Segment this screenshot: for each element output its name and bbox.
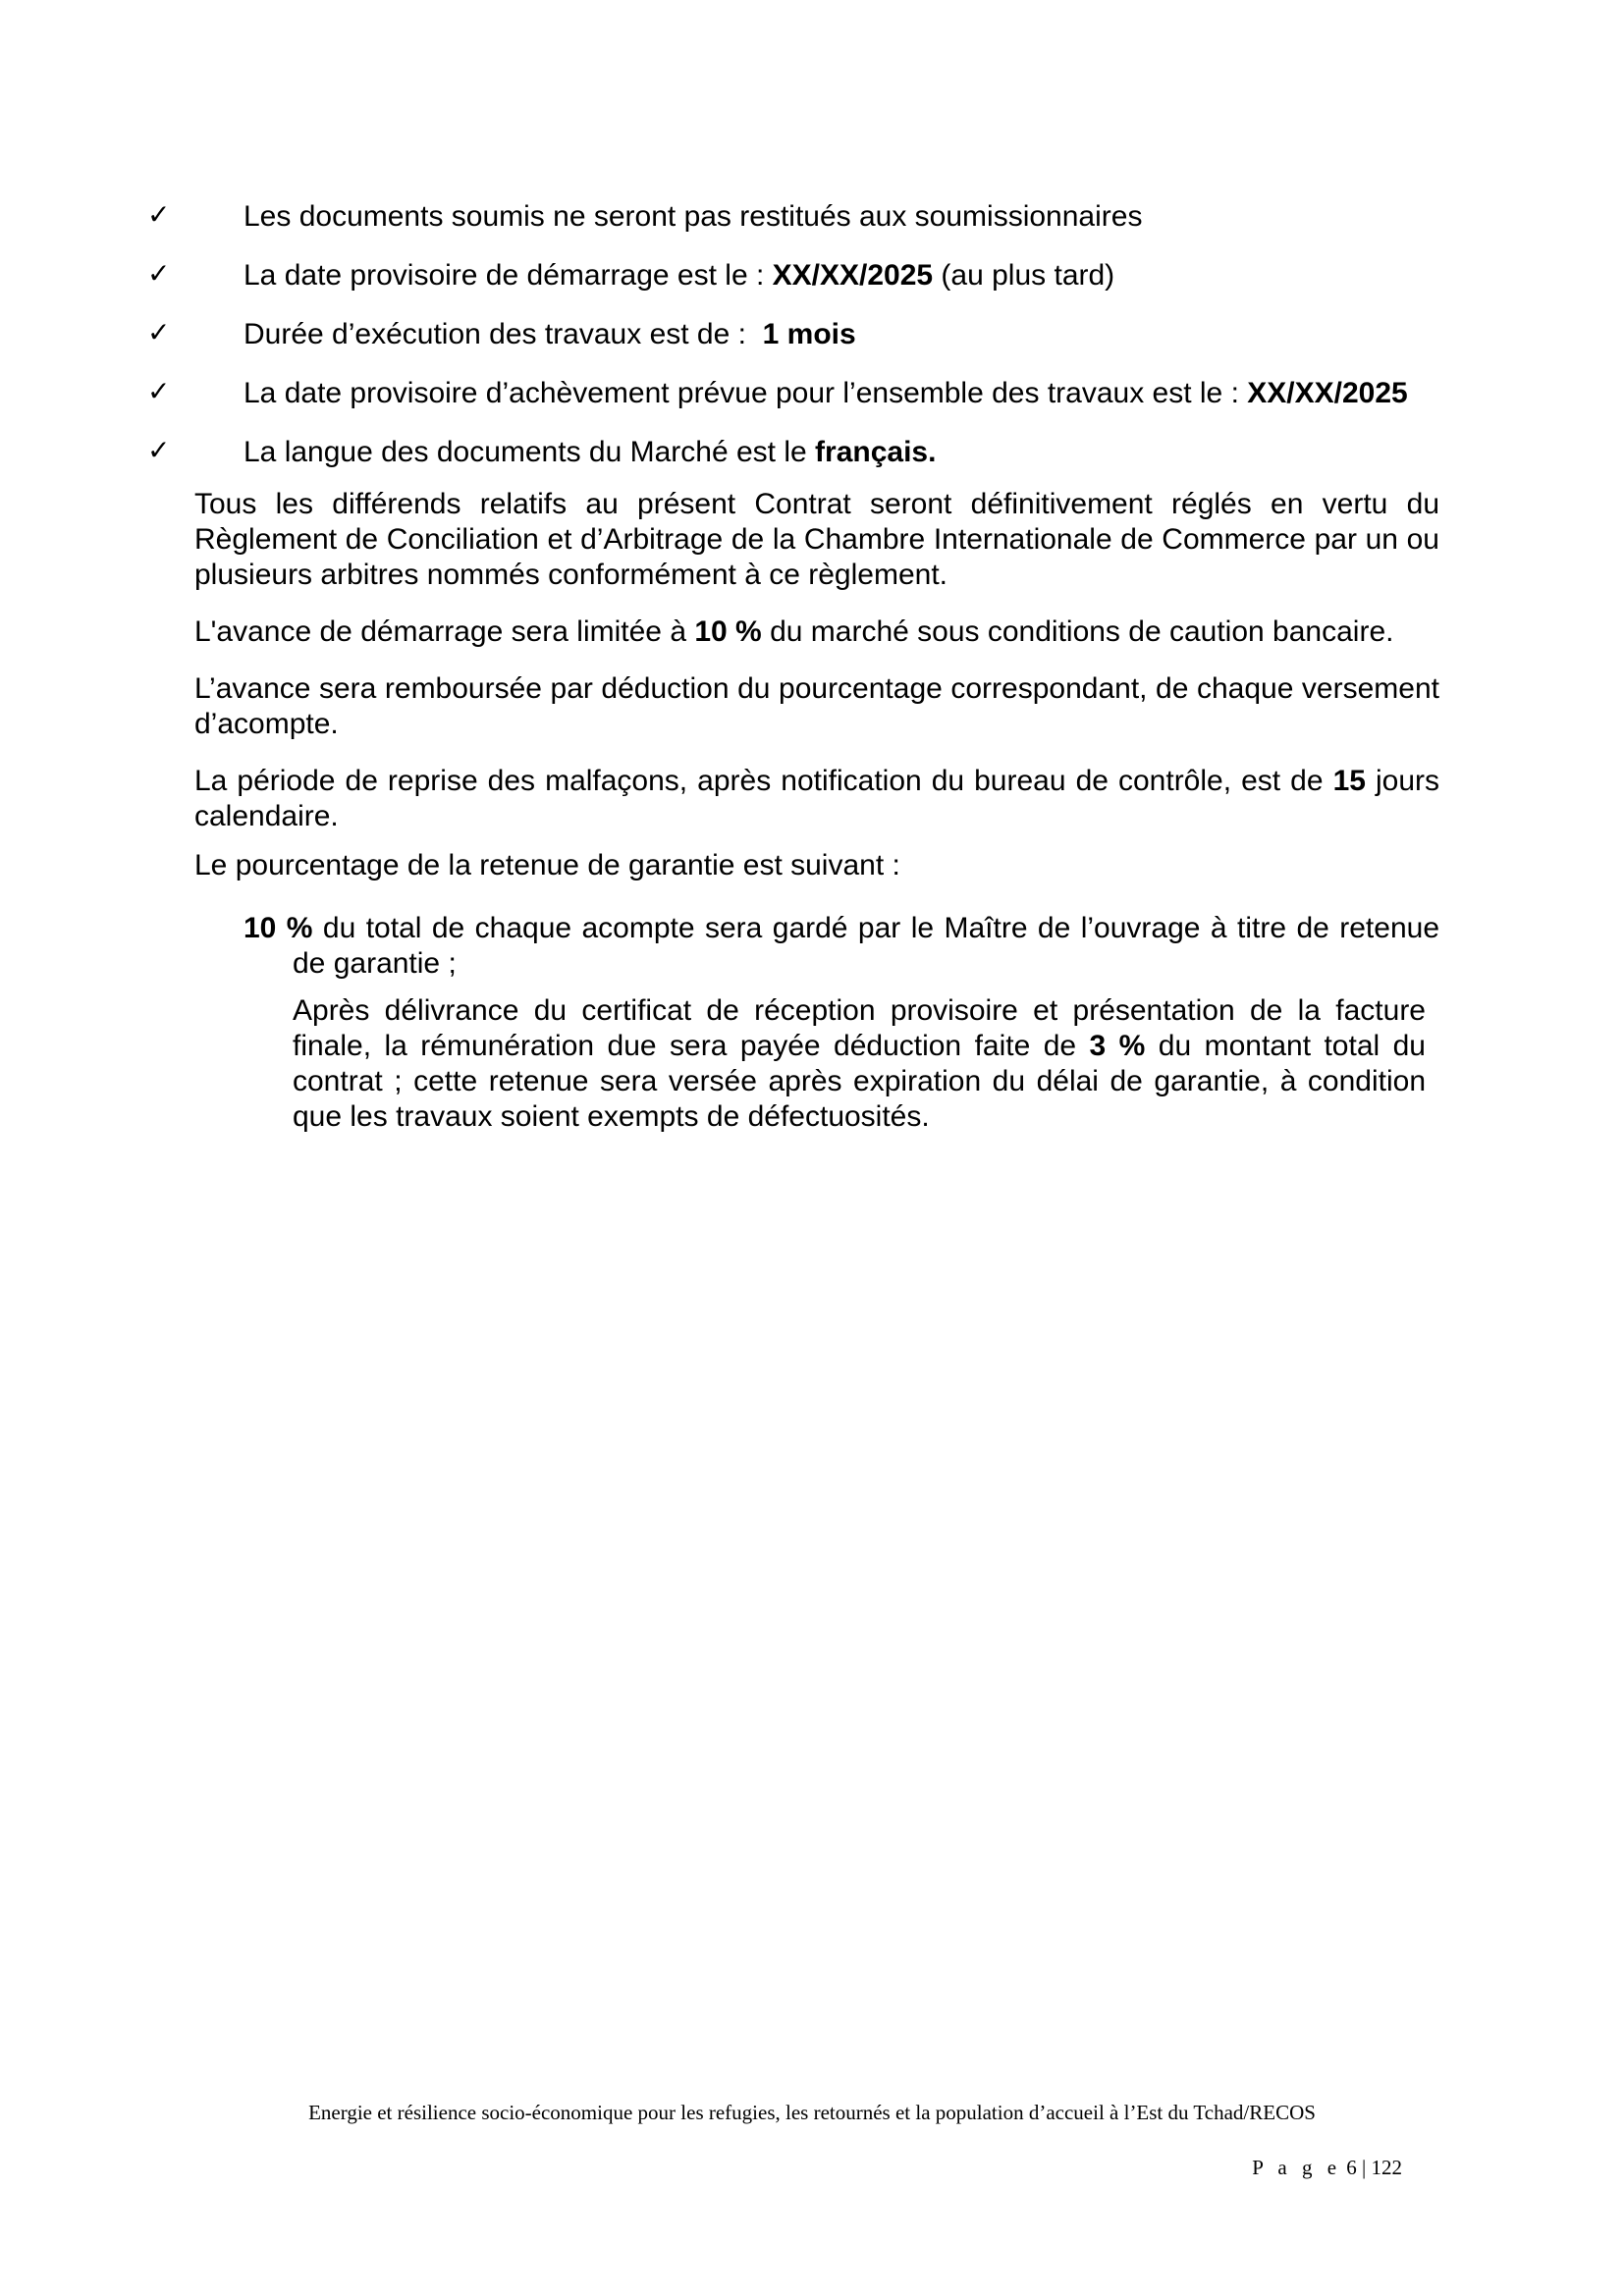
checklist-text: La date provisoire de démarrage est le : XX/XX/2025 (au plus tard) — [244, 259, 1115, 292]
checklist-item — [147, 432, 1443, 491]
disputes-paragraph: Tous les différends relatifs au présent Contrat seront définitivement réglés en vertu du Règlement de Conciliation et d’Arbitrage de la Chambre Internationale de Commerce par un ou plusieurs arbitres nommés conformément à ce règlement. — [194, 488, 1439, 591]
retention-item-1: 10 % du total de chaque acompte sera gardé par le Maître de l’ouvrage à titre de retenue de garantie ; — [244, 912, 1439, 980]
checklist-text: La langue des documents du Marché est le français. — [244, 436, 937, 468]
defects-paragraph: La période de reprise des malfaçons, après notification du bureau de contrôle, est de 15 jours calendaire. — [194, 765, 1439, 832]
retention-details — [244, 911, 1439, 1135]
check-mark-icon: ✓ — [147, 316, 171, 348]
page-current: 6 — [1346, 2156, 1357, 2179]
retention-item-2: Après délivrance du certificat de réception provisoire et présentation de la facture finale, la rémunération due sera payée déduction faite de 3 % du montant total du contrat ; cette retenue sera versée après expiration du délai de garantie, à condition que les travaux soient exempts de défectuosités. — [293, 994, 1426, 1133]
retention-intro-paragraph: Le pourcentage de la retenue de garantie est suivant : — [194, 849, 900, 881]
page-separator: | — [1362, 2156, 1367, 2179]
checklist-item — [147, 314, 1443, 373]
checklist-text: Durée d’exécution des travaux est de : 1 mois — [244, 318, 856, 350]
check-mark-icon: ✓ — [147, 434, 171, 466]
advance-paragraph: L'avance de démarrage sera limitée à 10 % du marché sous conditions de caution bancaire. — [194, 615, 1394, 648]
page-total: 122 — [1371, 2156, 1402, 2179]
checklist-item — [147, 255, 1443, 314]
reimbursement-paragraph: L’avance sera remboursée par déduction du pourcentage correspondant, de chaque versement d’acompte. — [194, 672, 1439, 740]
footer-project-title: Energie et résilience socio-économique pour les refugies, les retournés et la population d’accueil à l’Est du Tchad/RECOS — [308, 2101, 1316, 2124]
contract-terms-body — [194, 487, 1439, 1135]
check-mark-icon: ✓ — [147, 198, 171, 231]
checklist-text: Les documents soumis ne seront pas restitués aux soumissionnaires — [244, 200, 1143, 233]
page-number — [1252, 2156, 1402, 2180]
checklist-item — [147, 373, 1443, 432]
page-label: P a g e — [1252, 2156, 1342, 2179]
checklist-item — [147, 196, 1443, 255]
check-mark-icon: ✓ — [147, 375, 171, 407]
requirements-checklist — [147, 196, 1443, 491]
check-mark-icon: ✓ — [147, 257, 171, 290]
checklist-text: La date provisoire d’achèvement prévue pour l’ensemble des travaux est le : XX/XX/2025 — [244, 377, 1408, 409]
